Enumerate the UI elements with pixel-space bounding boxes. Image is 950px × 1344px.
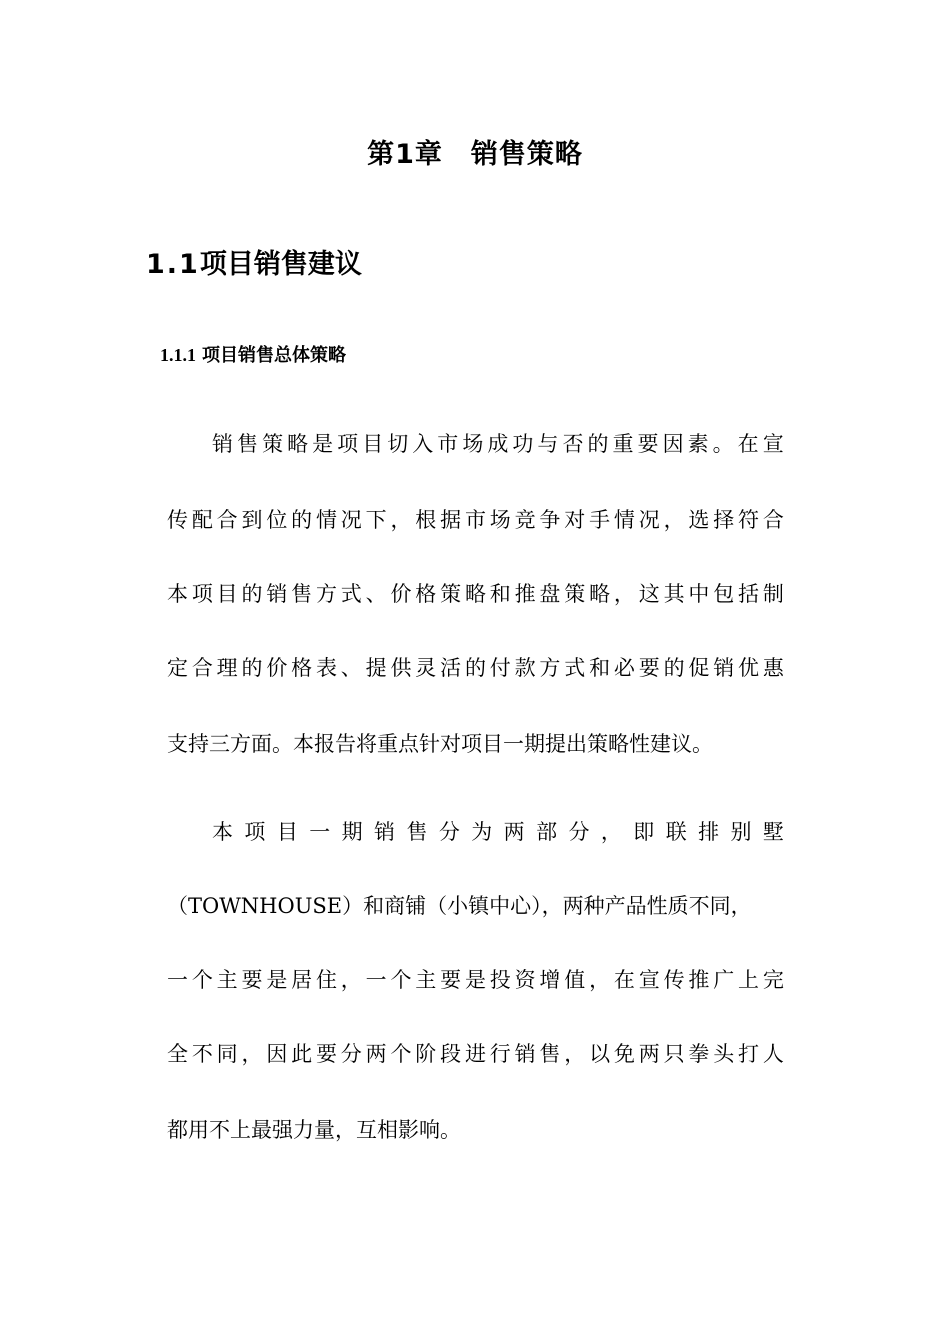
section-number: 1.1 [146,249,200,280]
paragraph-1-line-5: 支持三方面。本报告将重点针对项目一期提出策略性建议。 [167,732,713,756]
paragraph-1-line-2: 传 配 合 到 位 的 情 况 下 ， 根 据 市 场 竞 争 对 手 情 况 ， 选 择 符 合 [167,508,784,532]
paragraph-2-line-1: 本 项 目 一 期 销 售 分 为 两 部 分 ， 即 联 排 别 墅 [212,820,784,844]
paragraph-2-line-3: 一 个 主 要 是 居 住 ， 一 个 主 要 是 投 资 增 值 ， 在 宣 传 推 广 上 完 [167,968,784,992]
paragraph-1-line-3: 本 项 目 的 销 售 方 式 、 价 格 策 略 和 推 盘 策 略 ， 这 其 中 包 括 制 [167,582,784,606]
subsection-title: 项目销售总体策略 [202,345,346,366]
paragraph-1-line-1: 销 售 策 略 是 项 目 切 入 市 场 成 功 与 否 的 重 要 因 素 。 在 宣 [212,432,784,456]
paragraph-2-line-2: （TOWNHOUSE）和商铺（小镇中心），两种产品性质不同， [167,894,752,918]
paragraph-1-line-4: 定 合 理 的 价 格 表 、 提 供 灵 活 的 付 款 方 式 和 必 要 的 促 销 优 惠 [167,656,784,680]
paragraph-2-line-5: 都用不上最强力量，互相影响。 [167,1118,461,1142]
chapter-title: 销售策略 [470,139,583,170]
subsection-number: 1.1.1 [160,345,196,365]
section-title: 项目销售建议 [199,249,362,280]
chapter-number: 第1章 [367,139,443,170]
section-heading [146,242,362,281]
paragraph-2-line-4: 全 不 同 ， 因 此 要 分 两 个 阶 段 进 行 销 售 ， 以 免 两 只 拳 头 打 人 [167,1042,784,1066]
chapter-heading [0,132,950,171]
subsection-heading [160,341,346,367]
